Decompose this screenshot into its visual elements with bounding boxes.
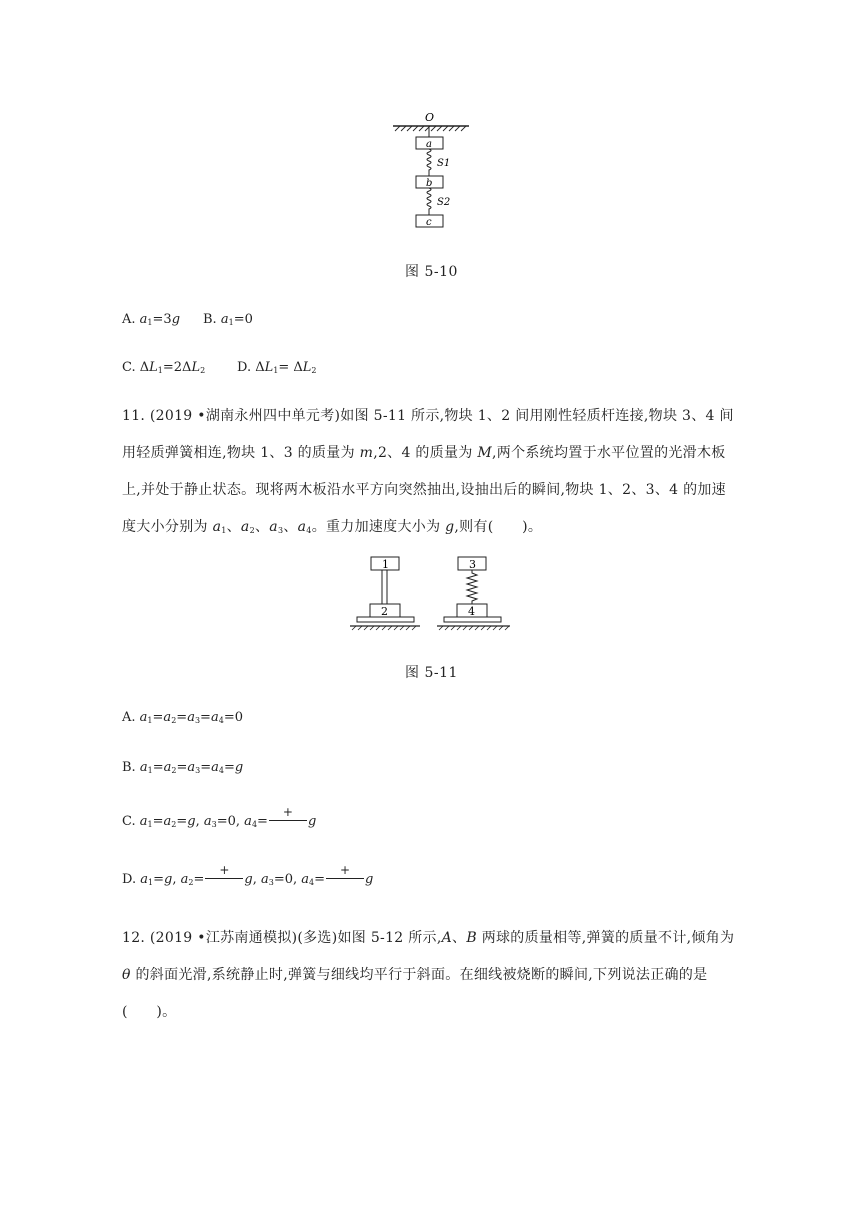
block-3-label: 3: [469, 558, 476, 571]
figure-caption-5-10: 图 5-10: [405, 264, 458, 280]
q10-option-b: B. $a_1=0$: [203, 312, 253, 327]
q12-question-text: 12. (2019 •江苏南通模拟)(多选)如图 5-12 所示,A、B 两球的质量相等,弹簧的质量不计,倾角为 θ 的斜面光滑,系统静止时,弹簧与细线均平行于斜面。在细线被烧断的瞬间,下列说法正确的是( )。: [122, 930, 735, 1020]
block-2-label: 2: [381, 605, 388, 618]
block-4-label: 4: [468, 605, 475, 618]
q10-option-d: D. $\Delta L_1= \Delta L_2$: [237, 360, 317, 375]
q10-option-a: A. $a_1=3g$: [122, 312, 181, 327]
q11-option-b: B. $a_1=a_2=a_3=a_4=g$: [122, 760, 244, 775]
label-O: O: [425, 111, 435, 124]
q11-option-d: D. $a_1=g$, $a_2=$ + g, $a_3=0$, $a_4=$ + g: [122, 863, 374, 887]
block-1-label: 1: [382, 558, 389, 571]
q10-option-c: C. $\Delta L_1=2\Delta L_2$: [122, 360, 206, 375]
label-c: c: [426, 217, 432, 228]
label-a: a: [426, 139, 432, 150]
label-b: b: [426, 178, 433, 189]
figure-caption-5-11: 图 5-11: [405, 665, 458, 681]
figure-5-10: [385, 108, 475, 234]
label-S2: S2: [437, 197, 451, 208]
figure-5-11: [348, 554, 514, 634]
q11-option-a: A. $a_1=a_2=a_3=a_4=0$: [122, 710, 243, 725]
q11-option-c: C. $a_1=a_2=g$, $a_3=0$, $a_4=$ + g: [122, 805, 317, 829]
q11-question-text: 11. (2019 •湖南永州四中单元考)如图 5-11 所示,物块 1、2 间用刚性轻质杆连接,物块 3、4 间用轻质弹簧相连,物块 1、3 的质量为 m,2、4 的质量为 M,两个系统均置于水平位置的光滑木板上,并处于静止状态。现将两木板沿水平方向突然抽出,设抽出后的瞬间,物块 1、2、3、4 的加速度大小分别为 $a_1$、$a_2$、$a_3$、$a_4$。重力加速度大小为 g,则有( )。: [122, 408, 734, 535]
label-S1: S1: [437, 158, 451, 169]
